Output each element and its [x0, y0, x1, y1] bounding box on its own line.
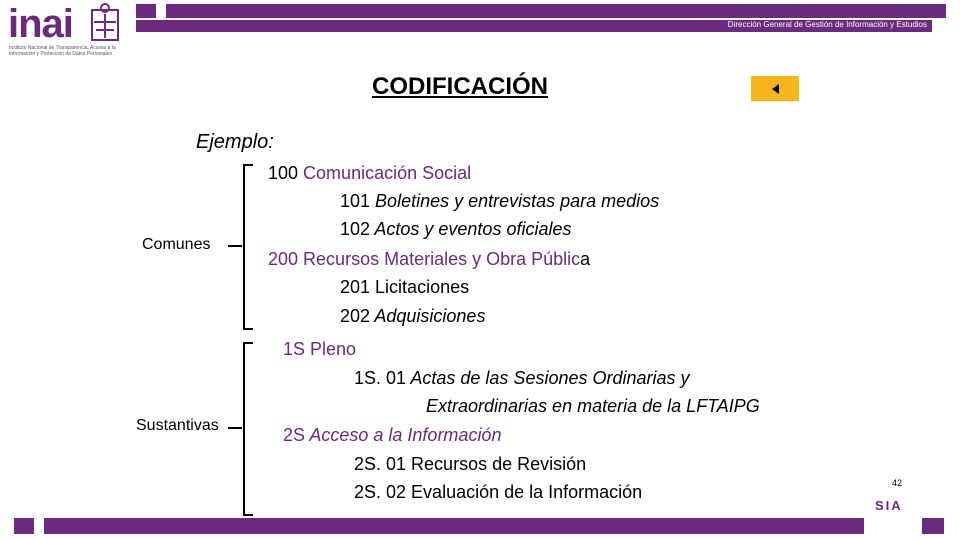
list-item: 1S Pleno: [283, 339, 357, 359]
logo-text: inai: [8, 2, 73, 46]
list-item: 100 Comunicación Social: [268, 163, 472, 183]
list-item: 2S. 01 Recursos de Revisión: [354, 454, 587, 474]
group-label-comunes: Comunes: [142, 236, 211, 253]
back-button[interactable]: [751, 76, 799, 101]
connector-sustantivas: [228, 427, 242, 429]
bracket-sustantivas: [243, 342, 253, 516]
logo-subtitle: Instituto Nacional de Transparencia, Acceso a la Información y Protección de Datos Personales: [9, 45, 116, 57]
header-accent-square: [136, 4, 156, 18]
footer-accent-square: [14, 518, 34, 534]
list-item: 102 Actos y eventos oficiales: [340, 219, 572, 239]
inai-logo-icon: [86, 2, 124, 44]
bracket-comunes: [243, 164, 253, 330]
list-item: 201 Licitaciones: [340, 277, 470, 297]
sia-brand: SIA: [875, 498, 903, 513]
list-item: 202 Adquisiciones: [340, 306, 486, 326]
list-item: 2S. 02 Evaluación de la Información: [354, 482, 643, 502]
page-title: CODIFICACIÓN: [372, 73, 548, 100]
department-name: Dirección General de Gestión de Información y Estudios: [727, 20, 927, 29]
list-item: 101 Boletines y entrevistas para medios: [340, 191, 660, 211]
footer-accent-square-right: [922, 518, 944, 534]
footer-bar: [44, 518, 864, 534]
back-arrow-icon: [770, 83, 780, 95]
list-item: Extraordinarias en materia de la LFTAIPG: [426, 396, 760, 416]
list-item: 200 Recursos Materiales y Obra Pública: [268, 249, 591, 269]
example-label: Ejemplo:: [196, 131, 274, 153]
list-item: 2S Acceso a la Información: [283, 425, 502, 445]
header-top-bar: [166, 4, 946, 18]
connector-comunes: [228, 245, 242, 247]
page-number: 42: [892, 478, 903, 488]
group-label-sustantivas: Sustantivas: [136, 417, 219, 434]
list-item: 1S. 01 Actas de las Sesiones Ordinarias y: [354, 368, 690, 388]
